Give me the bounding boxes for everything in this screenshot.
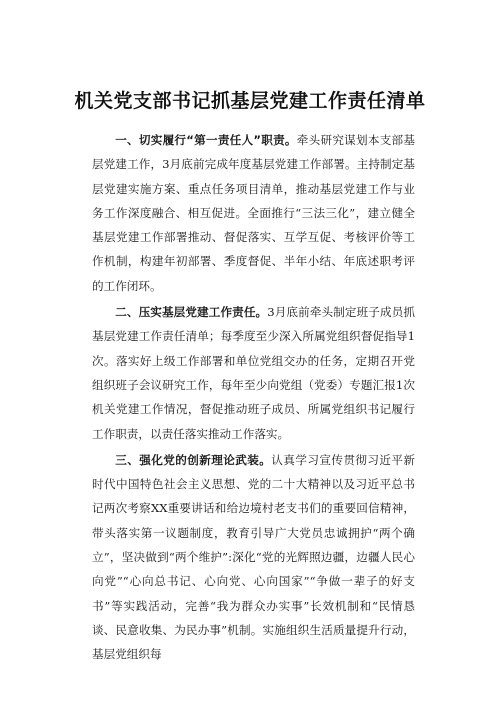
document-body [92, 128, 415, 667]
paragraph-2 [92, 300, 415, 446]
paragraph-2-text: 3月底前牵头制定班子成员抓基层党建工作责任清单；每季度至少深入所属党组织督促指导1次。落实好上级工作部署和单位党组交办的任务，定期召开党组织班子会议研究工作，每年至少向党组（党委）专题汇报1次机关党建工作情况，督促推动班子成员、所属党组织书记履行工作职责，以责任落实推动工作落实。 [92, 305, 415, 441]
paragraph-3-text: 认真学习宣传贯彻习近平新时代中国特色社会主义思想、党的二十大精神以及习近平总书记两次考察XX重要讲话和给边境村老支书们的重要回信精神，带头落实第一议题制度，教育引导广大党员忠诚拥护“两个确立”，坚决做到“两个维护”:深化“党的光辉照边疆，边疆人民心向党”“心向总书记、心向党、心向国家”“争做一辈子的好支书”等实践活动，完善“我为群众办实事”长效机制和“民情恳谈、民意收集、为民办事”机制。实施组织生活质量提升行动，基层党组织每 [92, 452, 415, 662]
paragraph-3 [92, 448, 415, 667]
paragraph-1 [92, 128, 415, 298]
paragraph-1-heading: 一、切实履行“第一责任人”职责。 [115, 133, 297, 147]
paragraph-3-heading: 三、强化党的创新理论武装。 [115, 452, 272, 467]
paragraph-1-text: 牵头研究谋划本支部基层党建工作，3月底前完成年度基层党建工作部署。主持制定基层党建实施方案、重点任务项目清单，推动基层党建工作与业务工作深度融合、相互促进。全面推行“三法三化”，建立健全基层党建工作部署推动、督促落实、互学互促、考核评价等工作机制，构建年初部署、季度督促、半年小结、年底述职考评的工作闭环。 [92, 133, 415, 293]
paragraph-2-heading: 二、压实基层党建工作责任。 [115, 305, 268, 320]
document-title: 机关党支部书记抓基层党建工作责任清单 [74, 90, 426, 112]
